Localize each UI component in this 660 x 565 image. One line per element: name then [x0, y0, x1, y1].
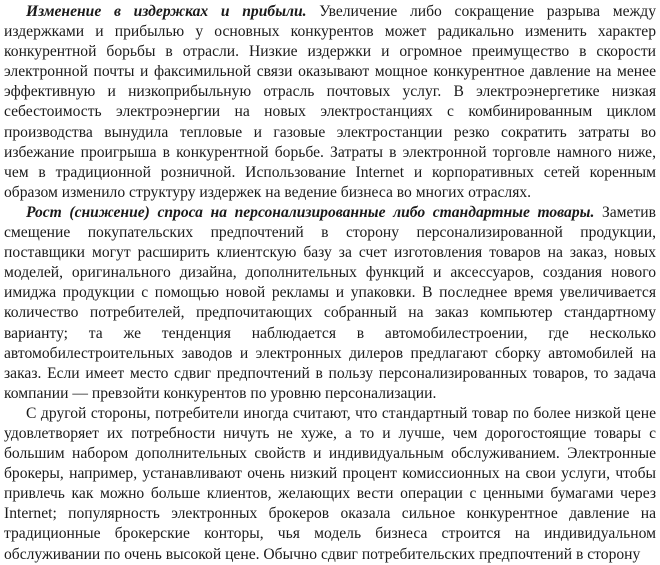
paragraph-body-text: С другой стороны, потребители иногда считают, что стандартный товар по более низкой цене удовлетворяет их потребности ничуть не хуже, а то и лучше, чем дорогостоящие товары с большим набором дополнительных свойств и индивидуальным обслуживанием. Электронные брокеры, например, устанавливают очень низкий процент комиссионных на свои услуги, чтобы привлечь как можно больше клиентов, желающих вести операции с ценными бумагами через Internet; популярность электронных брокеров оказала сильное конкурентное давление на традиционные брокерские конторы, чья модель бизнеса строится на индивидуальном обслуживании по очень высокой цене. Обычно сдвиг потребительских предпочтений в сторону	[4, 404, 656, 563]
document-page	[4, 2, 656, 563]
paragraph-lead-heading: Рост (снижение) спроса на персонализированные либо стандартные товары.	[26, 203, 595, 221]
paragraph-body-text: Заметив смещение покупательских предпочтений в сторону персонализированной продукции, поставщики могут расширить клиентскую базу за счет изготовления товаров на заказ, новых моделей, оригинального дизайна, дополнительных функций и аксессуаров, создания нового имиджа продукции с помощью новой рекламы и упаковки. В последнее время увеличивается количество потребителей, предпочитающих собранный на заказ компьютер стандартному варианту; та же тенденция наблюдается в автомобилестроении, где несколько автомобилестроительных заводов и электронных дилеров предлагают сборку автомобилей на заказ. Если имеет место сдвиг предпочтений в пользу персонализированных товаров, то задача компании — превзойти конкурентов по уровню персонализации.	[4, 203, 656, 402]
paragraph-body-text: Увеличение либо сокращение разрыва между издержками и прибылью у основных конкурентов может радикально изменить характер конкурентной борьбы в отрасли. Низкие издержки и огромное преимущество в скорости электронной почты и факсимильной связи оказывают мощное конкурентное давление на менее эффективную и низкоприбыльную отрасль почтовых услуг. В электроэнергетике низкая себестоимость электроэнергии на новых электростанциях с комбинированным циклом производства вынудила тепловые и газовые электростанции резко сократить затраты во избежание проигрыша в конкурентной борьбе. Затраты в электронной торговле намного ниже, чем в традиционной розничной. Использование Internet и корпоративных сетей коренным образом изменило структуру издержек на ведение бизнеса во многих отраслях.	[4, 3, 656, 201]
paragraph-lead-heading: Изменение в издержках и прибыли.	[26, 3, 307, 20]
paragraph-cost-and-profit-changes	[4, 2, 656, 203]
paragraph-standard-goods-preference	[4, 404, 656, 565]
paragraph-personalized-vs-standard-demand	[4, 203, 656, 404]
